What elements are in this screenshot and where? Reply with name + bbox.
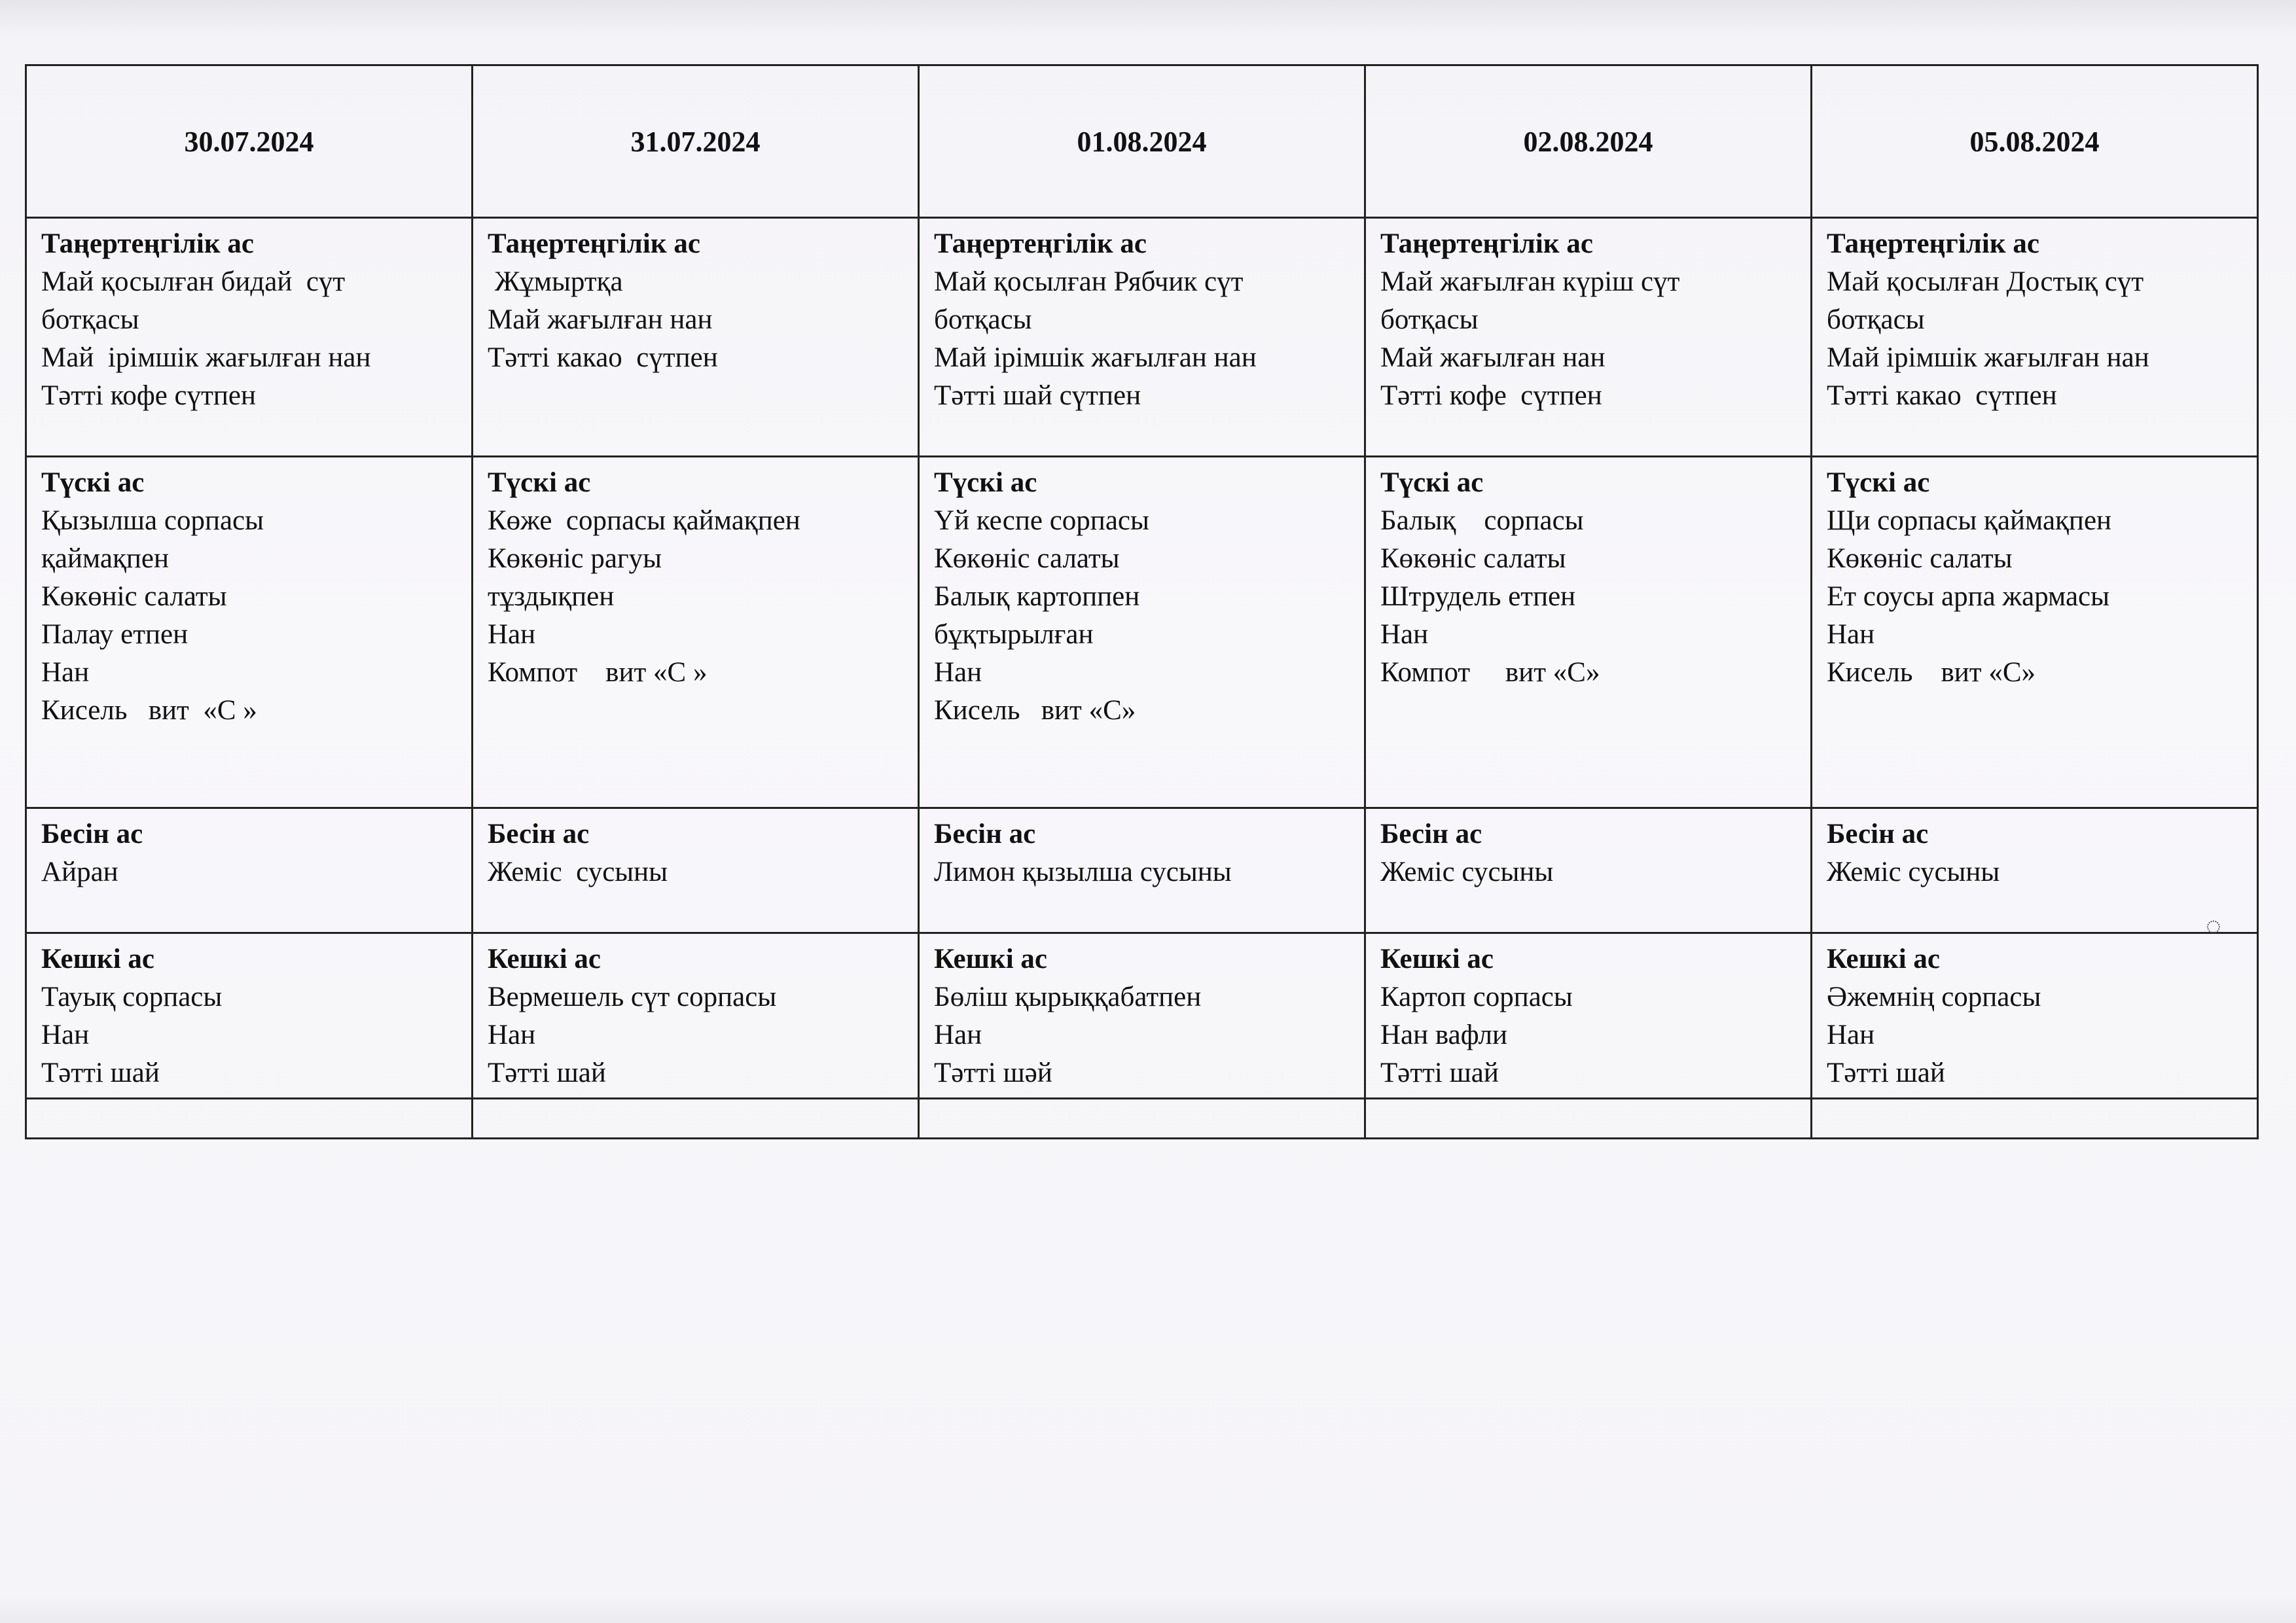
date-label: 31.07.2024 <box>630 125 761 158</box>
meal-title: Таңертеңгілік ас <box>1827 228 2039 259</box>
snack-cell <box>919 808 1365 933</box>
date-cell <box>919 65 1365 218</box>
meal-item: Көкөніс салаты <box>1380 543 1566 574</box>
meal-item: Компот вит «С» <box>1380 657 1600 688</box>
meal-title: Кешкі ас <box>1827 944 1940 974</box>
meal-item: Нан <box>41 657 90 688</box>
meal-item: Тәтті шай <box>1827 1058 1945 1088</box>
meal-title: Кешкі ас <box>1380 944 1494 974</box>
meal-item: Көкөніс салаты <box>934 543 1120 574</box>
dinner-cell <box>473 933 919 1099</box>
meal-title: Таңертеңгілік ас <box>488 228 700 259</box>
snack-cell <box>473 808 919 933</box>
meal-item: Тәтті кофе сүтпен <box>41 380 257 411</box>
date-cell <box>26 65 473 218</box>
lunch-cell <box>919 457 1365 808</box>
meal-item: Тәтті шай <box>41 1058 160 1088</box>
meal-item: Тәтті шай сүтпен <box>934 380 1141 411</box>
meal-item: Нан <box>1380 619 1429 650</box>
meal-title: Кешкі ас <box>488 944 601 974</box>
meal-title: Түскі ас <box>488 467 591 498</box>
snack-row <box>26 808 2258 933</box>
meal-item: Кисель вит «С» <box>1827 657 2036 688</box>
meal-item: Нан <box>1827 619 1875 650</box>
meal-title: Түскі ас <box>934 467 1037 498</box>
empty-cell <box>1365 1099 1812 1139</box>
empty-row <box>26 1099 2258 1139</box>
dinner-cell <box>1365 933 1812 1099</box>
meal-item: Май жағылған күріш сүт <box>1380 266 1680 297</box>
dinner-cell <box>919 933 1365 1099</box>
empty-cell <box>473 1099 919 1139</box>
meal-item: Жеміс сусыны <box>1380 857 1554 887</box>
meal-title: Таңертеңгілік ас <box>934 228 1147 259</box>
date-header-row <box>26 65 2258 218</box>
scan-edge-top <box>0 0 2296 39</box>
meal-item: Балық картоппен <box>934 581 1140 612</box>
meal-item: Тәтті шәй <box>934 1058 1052 1088</box>
meal-item: Нан вафли <box>1380 1020 1507 1050</box>
meal-item: Жеміс сусыны <box>488 857 668 887</box>
meal-item: Вермешель сүт сорпасы <box>488 982 777 1012</box>
meal-item: қаймақпен <box>41 543 169 574</box>
meal-item: Щи сорпасы қаймақпен <box>1827 505 2112 536</box>
meal-title: Бесін ас <box>41 819 143 849</box>
meal-item: Май жағылған нан <box>1380 342 1605 373</box>
breakfast-cell <box>1812 218 2258 457</box>
meal-title: Бесін ас <box>1827 819 1929 849</box>
meal-item: Май жағылған нан <box>488 304 713 335</box>
meal-item: Май қосылған Рябчик сүт <box>934 266 1244 297</box>
meal-item: ботқасы <box>934 304 1032 335</box>
meal-title: Бесін ас <box>488 819 590 849</box>
meal-item: Тәтті какао сүтпен <box>488 342 718 373</box>
breakfast-cell <box>473 218 919 457</box>
meal-item: Май ірімшік жағылған нан <box>41 342 371 373</box>
meal-item: Штрудель етпен <box>1380 581 1576 612</box>
meal-item: ботқасы <box>1380 304 1479 335</box>
meal-item: Нан <box>488 619 536 650</box>
meal-item: ботқасы <box>1827 304 1925 335</box>
meal-title: Түскі ас <box>1380 467 1484 498</box>
meal-item: Лимон қызылша сусыны <box>934 857 1232 887</box>
date-cell <box>473 65 919 218</box>
breakfast-cell <box>1365 218 1812 457</box>
meal-title: Бесін ас <box>934 819 1036 849</box>
lunch-cell <box>26 457 473 808</box>
meal-item: Палау етпен <box>41 619 188 650</box>
meal-item: Көкөніс салаты <box>1827 543 2013 574</box>
meal-item: Айран <box>41 857 118 887</box>
lunch-cell <box>1365 457 1812 808</box>
meal-item: Картоп сорпасы <box>1380 982 1573 1012</box>
meal-item: Ет соусы арпа жармасы <box>1827 581 2110 612</box>
meal-item: Тәтті какао сүтпен <box>1827 380 2057 411</box>
meal-item: Қызылша сорпасы <box>41 505 264 536</box>
date-cell <box>1365 65 1812 218</box>
snack-cell <box>1365 808 1812 933</box>
meal-title: Кешкі ас <box>41 944 154 974</box>
meal-title: Түскі ас <box>1827 467 1930 498</box>
empty-cell <box>1812 1099 2258 1139</box>
snack-cell <box>26 808 473 933</box>
dinner-cell <box>1812 933 2258 1099</box>
meal-item: Әжемнің сорпасы <box>1827 982 2041 1012</box>
date-cell <box>1812 65 2258 218</box>
meal-item: Кисель вит «С » <box>41 695 257 726</box>
meal-item: Нан <box>934 657 982 688</box>
lunch-cell <box>1812 457 2258 808</box>
breakfast-row <box>26 218 2258 457</box>
meal-item: тұздықпен <box>488 581 615 612</box>
meal-item: Жеміс сусыны <box>1827 857 2000 887</box>
dinner-cell <box>26 933 473 1099</box>
meal-item: ботқасы <box>41 304 139 335</box>
meal-item: Тәтті шай <box>488 1058 606 1088</box>
snack-cell <box>1812 808 2258 933</box>
lunch-row <box>26 457 2258 808</box>
lunch-cell <box>473 457 919 808</box>
breakfast-cell <box>919 218 1365 457</box>
meal-title: Түскі ас <box>41 467 145 498</box>
meal-title: Таңертеңгілік ас <box>1380 228 1593 259</box>
date-label: 05.08.2024 <box>1969 125 2100 158</box>
meal-item: Көже сорпасы қаймақпен <box>488 505 800 536</box>
date-label: 01.08.2024 <box>1077 125 1207 158</box>
meal-item: Балық сорпасы <box>1380 505 1584 536</box>
meal-item: Май ірімшік жағылған нан <box>1827 342 2149 373</box>
scan-smudge-mark: ◌ <box>2206 911 2221 940</box>
meal-item: Бөліш қырыққабатпен <box>934 982 1202 1012</box>
meal-item: Тауық сорпасы <box>41 982 223 1012</box>
meal-item: Тәтті кофе сүтпен <box>1380 380 1602 411</box>
meal-item: Көкөніс рагуы <box>488 543 662 574</box>
meal-item: Көкөніс салаты <box>41 581 227 612</box>
dinner-row <box>26 933 2258 1099</box>
scan-edge-bottom <box>0 1597 2296 1623</box>
date-label: 02.08.2024 <box>1523 125 1653 158</box>
empty-cell <box>26 1099 473 1139</box>
meal-title: Таңертеңгілік ас <box>41 228 254 259</box>
meal-item: Кисель вит «С» <box>934 695 1136 726</box>
date-label: 30.07.2024 <box>184 125 314 158</box>
meal-item: Май қосылған Достық сүт <box>1827 266 2144 297</box>
breakfast-cell <box>26 218 473 457</box>
meal-item: Компот вит «С » <box>488 657 708 688</box>
empty-cell <box>919 1099 1365 1139</box>
meal-item: Тәтті шай <box>1380 1058 1499 1088</box>
meal-item: бұқтырылған <box>934 619 1094 650</box>
meal-item: Нан <box>1827 1020 1875 1050</box>
meal-item: Жұмыртқа <box>488 266 623 297</box>
meal-title: Кешкі ас <box>934 944 1047 974</box>
meal-item: Нан <box>41 1020 90 1050</box>
menu-table <box>25 64 2259 1139</box>
meal-item: Нан <box>934 1020 982 1050</box>
meal-item: Май қосылған бидай сүт <box>41 266 346 297</box>
meal-title: Бесін ас <box>1380 819 1482 849</box>
meal-item: Май ірімшік жағылған нан <box>934 342 1257 373</box>
meal-item: Үй кеспе сорпасы <box>934 505 1149 536</box>
meal-item: Нан <box>488 1020 536 1050</box>
